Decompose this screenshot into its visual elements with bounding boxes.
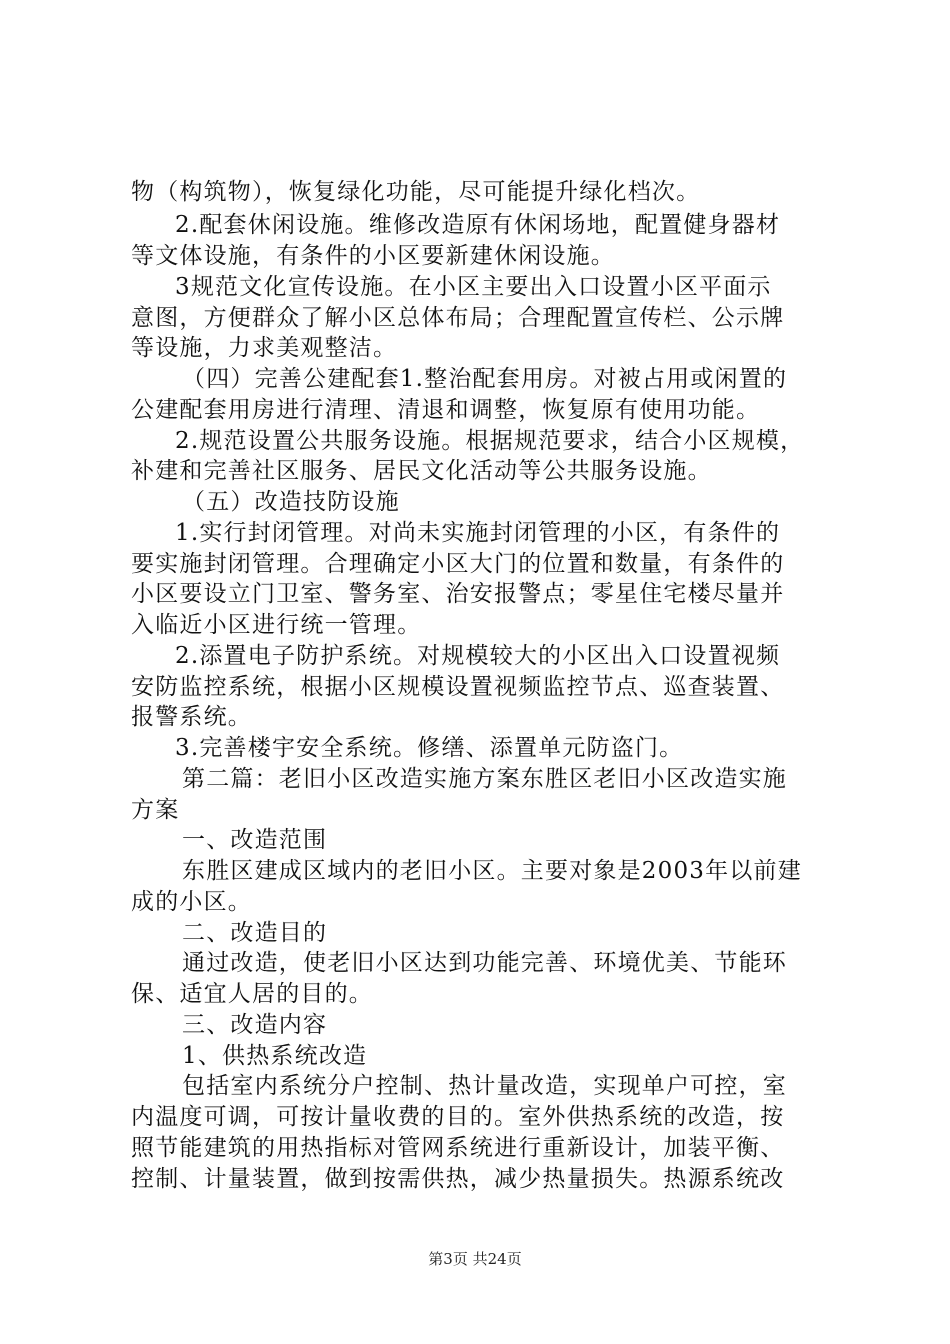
text-line: 入临近小区进行统一管理。 xyxy=(131,612,422,638)
text-line: 2.配套休闲设施。维修改造原有休闲场地，配置健身器材 xyxy=(175,212,781,238)
page-footer xyxy=(0,1249,950,1269)
section-heading: 一、改造范围 xyxy=(182,827,328,853)
section-heading: 二、改造目的 xyxy=(182,920,328,946)
section-heading: （五）改造技防设施 xyxy=(182,489,400,515)
text-line: 补建和完善社区服务、居民文化活动等公共服务设施。 xyxy=(131,458,712,484)
text-line: 包括室内系统分户控制、热计量改造，实现单户可控，室 xyxy=(182,1073,787,1099)
text-line: 2.添置电子防护系统。对规模较大的小区出入口设置视频 xyxy=(175,643,781,669)
text-line: 照节能建筑的用热指标对管网系统进行重新设计，加装平衡、 xyxy=(131,1135,785,1161)
text-line: 通过改造，使老旧小区达到功能完善、环境优美、节能环 xyxy=(182,950,787,976)
section-heading: 三、改造内容 xyxy=(182,1012,328,1038)
text-line: 报警系统。 xyxy=(131,704,252,730)
text-line: 控制、计量装置，做到按需供热，减少热量损失。热源系统改 xyxy=(131,1166,785,1192)
text-line: 保、适宜人居的目的。 xyxy=(131,981,373,1007)
text-line: （四）完善公建配套1.整治配套用房。对被占用或闲置的 xyxy=(182,366,788,392)
text-line: 2.规范设置公共服务设施。根据规范要求，结合小区规模， xyxy=(175,428,805,454)
text-line: 公建配套用房进行清理、清退和调整，恢复原有使用功能。 xyxy=(131,397,761,423)
text-line: 安防监控系统，根据小区规模设置视频监控节点、巡查装置、 xyxy=(131,674,785,700)
text-line: 3规范文化宣传设施。在小区主要出入口设置小区平面示 xyxy=(175,274,772,300)
chapter-heading: 方案 xyxy=(131,797,180,823)
page-number: 第3页 共24页 xyxy=(428,1250,522,1268)
text-line: 内温度可调，可按计量收费的目的。室外供热系统的改造，按 xyxy=(131,1104,785,1130)
text-line: 等设施，力求美观整洁。 xyxy=(131,335,398,361)
text-line: 物（构筑物），恢复绿化功能，尽可能提升绿化档次。 xyxy=(131,179,701,205)
text-line: 意图，方便群众了解小区总体布局；合理配置宣传栏、公示牌 xyxy=(131,305,785,331)
chapter-heading: 第二篇：老旧小区改造实施方案东胜区老旧小区改造实施 xyxy=(182,766,787,792)
text-line: 要实施封闭管理。合理确定小区大门的位置和数量，有条件的 xyxy=(131,551,785,577)
text-line: 1.实行封闭管理。对尚未实施封闭管理的小区，有条件的 xyxy=(175,520,781,546)
section-heading: 1、供热系统改造 xyxy=(182,1043,368,1069)
text-line: 等文体设施，有条件的小区要新建休闲设施。 xyxy=(131,243,615,269)
text-line: 东胜区建成区域内的老旧小区。主要对象是2003年以前建 xyxy=(182,858,802,884)
text-line: 3.完善楼宇安全系统。修缮、添置单元防盗门。 xyxy=(175,735,684,761)
text-line: 成的小区。 xyxy=(131,889,252,915)
text-line: 小区要设立门卫室、警务室、治安报警点；零星住宅楼尽量并 xyxy=(131,581,785,607)
